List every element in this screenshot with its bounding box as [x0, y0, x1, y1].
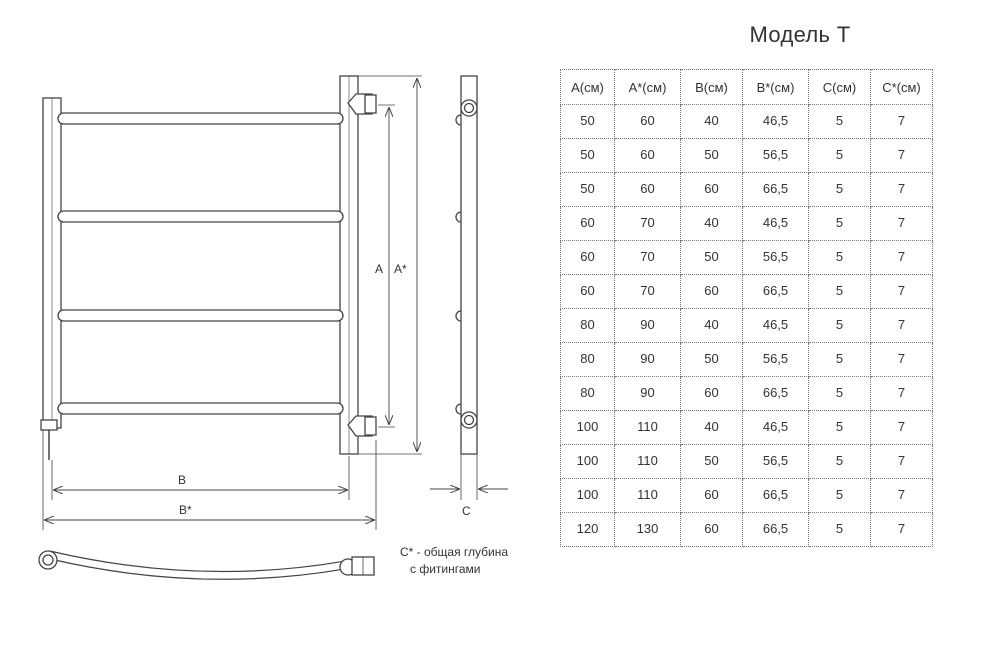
table-cell: 5	[809, 513, 871, 547]
table-cell: 7	[871, 105, 933, 139]
table-cell: 5	[809, 343, 871, 377]
table-cell: 100	[561, 411, 615, 445]
table-cell: 7	[871, 377, 933, 411]
table-cell: 7	[871, 479, 933, 513]
table-row	[561, 377, 933, 411]
label-a-total: A*	[394, 262, 407, 276]
table-row	[561, 105, 933, 139]
table-row	[561, 343, 933, 377]
top-view	[39, 551, 374, 575]
table-row	[561, 207, 933, 241]
front-view	[41, 76, 422, 530]
table-cell: 60	[681, 173, 743, 207]
rail-bar-1	[58, 113, 343, 124]
table-cell: 5	[809, 139, 871, 173]
table-cell: 5	[809, 479, 871, 513]
table-cell: 90	[615, 377, 681, 411]
table-cell: 100	[561, 445, 615, 479]
rail-bar-2	[58, 211, 343, 222]
table-cell: 120	[561, 513, 615, 547]
table-row	[561, 275, 933, 309]
table-cell: 60	[615, 139, 681, 173]
table-cell: 66,5	[743, 173, 809, 207]
side-post	[461, 76, 477, 454]
table-cell: 70	[615, 275, 681, 309]
note-line-2: с фитингами	[410, 562, 481, 576]
label-a: A	[375, 262, 384, 276]
table-cell: 7	[871, 207, 933, 241]
table-cell: 46,5	[743, 411, 809, 445]
table-cell: 50	[681, 139, 743, 173]
table-cell: 60	[561, 241, 615, 275]
rail-bar-3	[58, 310, 343, 321]
table-cell: 90	[615, 309, 681, 343]
table-cell: 50	[561, 173, 615, 207]
table-row	[561, 445, 933, 479]
table-cell: 5	[809, 173, 871, 207]
table-cell: 40	[681, 309, 743, 343]
table-cell: 100	[561, 479, 615, 513]
header-a: A(см)	[561, 70, 615, 105]
rail-bar-4	[58, 403, 343, 414]
label-b: B	[178, 473, 187, 487]
header-b-total: B*(см)	[743, 70, 809, 105]
table-cell: 7	[871, 241, 933, 275]
table-cell: 50	[681, 343, 743, 377]
table-cell: 80	[561, 377, 615, 411]
table-row	[561, 479, 933, 513]
header-c: C(см)	[809, 70, 871, 105]
header-b: B(см)	[681, 70, 743, 105]
table-cell: 50	[561, 105, 615, 139]
table-cell: 5	[809, 309, 871, 343]
table-cell: 40	[681, 207, 743, 241]
table-row	[561, 309, 933, 343]
table-row	[561, 173, 933, 207]
table-cell: 5	[809, 445, 871, 479]
table-header-row	[561, 70, 933, 105]
table-row	[561, 513, 933, 547]
table-cell: 5	[809, 377, 871, 411]
table-cell: 60	[681, 479, 743, 513]
table-cell: 60	[681, 377, 743, 411]
table-cell: 7	[871, 445, 933, 479]
table-cell: 60	[615, 173, 681, 207]
table-cell: 70	[615, 241, 681, 275]
table-cell: 7	[871, 343, 933, 377]
table-cell: 56,5	[743, 343, 809, 377]
table-cell: 40	[681, 105, 743, 139]
table-cell: 110	[615, 445, 681, 479]
table-cell: 80	[561, 343, 615, 377]
label-c: C	[462, 504, 471, 518]
table-cell: 7	[871, 275, 933, 309]
table-cell: 66,5	[743, 513, 809, 547]
spec-table	[560, 69, 933, 547]
table-cell: 5	[809, 275, 871, 309]
table-cell: 5	[809, 241, 871, 275]
header-c-total: C*(см)	[871, 70, 933, 105]
table-cell: 110	[615, 479, 681, 513]
table-row	[561, 411, 933, 445]
table-cell: 56,5	[743, 445, 809, 479]
table-cell: 60	[615, 105, 681, 139]
note-line-1: C* - общая глубина	[400, 545, 509, 559]
table-cell: 60	[681, 513, 743, 547]
table-cell: 5	[809, 105, 871, 139]
table-cell: 56,5	[743, 139, 809, 173]
table-cell: 40	[681, 411, 743, 445]
table-cell: 50	[681, 445, 743, 479]
table-cell: 5	[809, 207, 871, 241]
table-cell: 7	[871, 173, 933, 207]
table-cell: 80	[561, 309, 615, 343]
table-cell: 46,5	[743, 309, 809, 343]
table-row	[561, 241, 933, 275]
table-cell: 90	[615, 343, 681, 377]
table-row	[561, 139, 933, 173]
table-cell: 5	[809, 411, 871, 445]
label-b-total: B*	[179, 503, 192, 517]
model-title: Модель Т	[749, 22, 851, 47]
table-cell: 66,5	[743, 275, 809, 309]
table-cell: 60	[561, 207, 615, 241]
table-cell: 110	[615, 411, 681, 445]
table-cell: 7	[871, 513, 933, 547]
table-cell: 66,5	[743, 377, 809, 411]
table-cell: 7	[871, 309, 933, 343]
table-cell: 7	[871, 139, 933, 173]
table-cell: 46,5	[743, 207, 809, 241]
table-cell: 7	[871, 411, 933, 445]
table-cell: 70	[615, 207, 681, 241]
table-cell: 60	[681, 275, 743, 309]
table-cell: 60	[561, 275, 615, 309]
table-cell: 130	[615, 513, 681, 547]
side-view	[430, 76, 508, 500]
table-cell: 50	[681, 241, 743, 275]
table-cell: 50	[561, 139, 615, 173]
header-a-total: A*(см)	[615, 70, 681, 105]
table-cell: 56,5	[743, 241, 809, 275]
table-cell: 46,5	[743, 105, 809, 139]
table-cell: 66,5	[743, 479, 809, 513]
